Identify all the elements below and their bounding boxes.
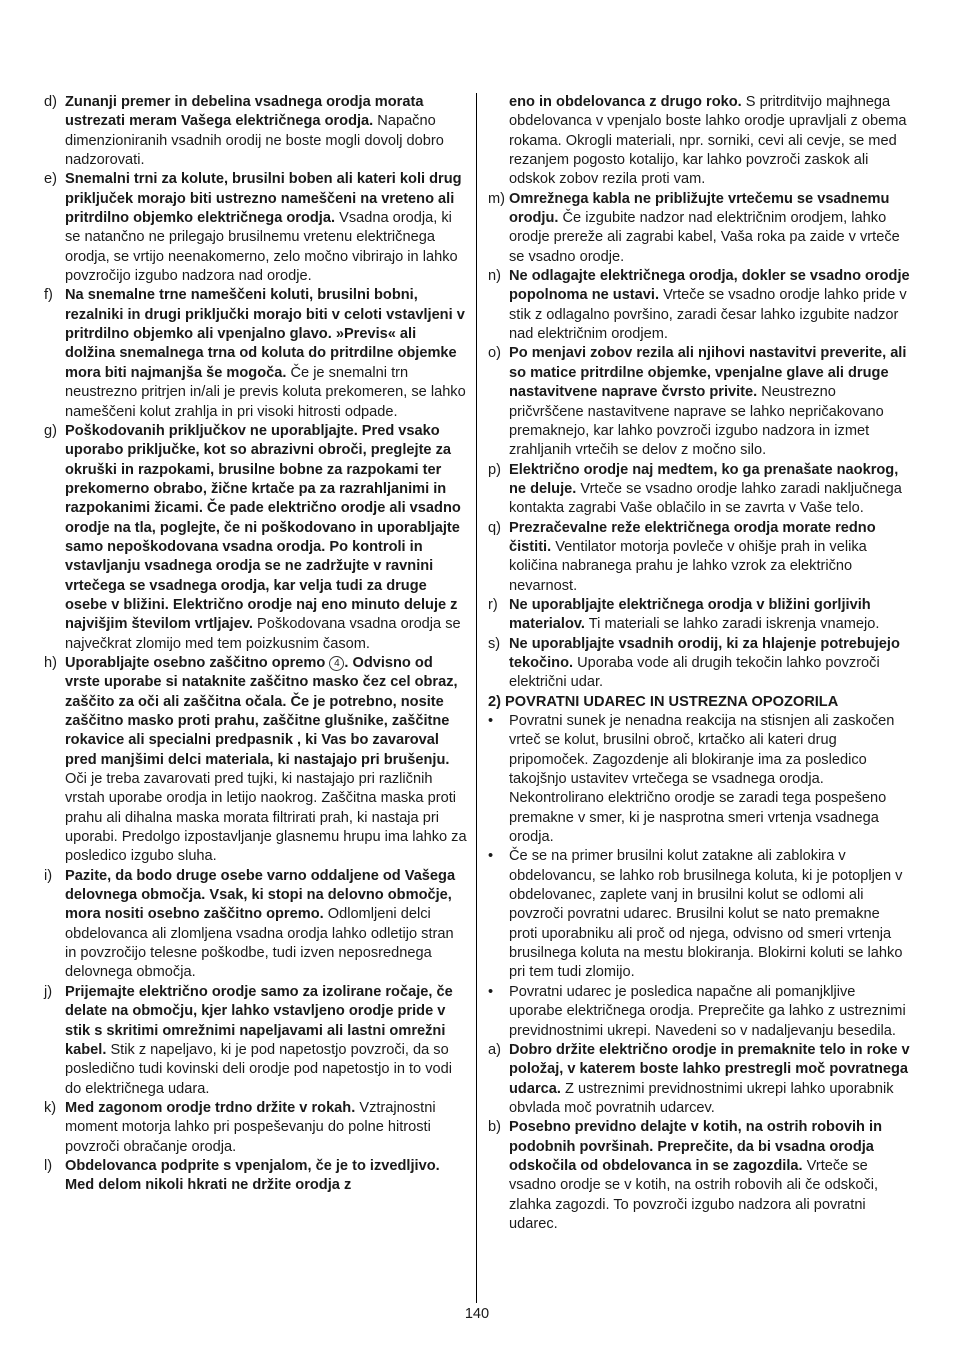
list-item-p (488, 461, 912, 519)
item-text: Če se na primer brusilni kolut zatakne ali zablokira v obdelovancu, se lahko rob brusilnega koluta, ki je potopljen v obdelovanec, zaplete vanj in brusilni kolut se odlomi ali povzroči povratni udarec. Brusilni kolut se nato premakne proti uporabniku ali proč od njega, odvisno od smeri vrtenja brusilnega koluta na mestu blokiranja. Blokirni koluti se lahko pri tem tudi zlomijo. (509, 848, 903, 981)
item-bold-text: Zunanji premer in debelina vsadnega orodja morata ustrezati meram Vašega električnega orodja. (65, 94, 424, 130)
item-label: p) (488, 461, 501, 478)
item-bold-text: Pazite, da bodo druge osebe varno oddaljene od Vašega delovnega območja. Vsak, ki stopi na delovno območje, mora nositi osebno zaščitno opremo. (65, 867, 456, 923)
item-text: Vztrajnostni moment motorja lahko pri pospeševanju do polne hitrosti povzroči obračanje orodja. (65, 1099, 436, 1155)
item-label: d) (44, 94, 57, 110)
list-item-j (44, 983, 468, 1099)
item-label: j) (44, 983, 53, 1000)
list-item-f (44, 286, 468, 421)
item-text: Uporaba vode ali drugih tekočin lahko povzroči električni udar. (509, 654, 880, 691)
item-label: g) (44, 422, 57, 439)
bullet-item (488, 847, 912, 982)
bullet-icon: • (488, 848, 494, 865)
item-text: Z ustreznimi previdnostnimi ukrepi lahko uporabnik obvlada moč povratnih udarcev. (509, 1080, 894, 1116)
list-item-r (488, 596, 912, 635)
item-bold-text: Po menjavi zobov rezila ali njihovi nastavitvi preverite, ali so matice pritrdilne objemke, vpenjalne glave ali druge nastavitvene naprave čvrsto privite. (509, 345, 907, 401)
item-text: Vsadna orodja, ki se natančno ne prilegajo brusilnemu vretenu električnega orodja, se vrtijo neenakomerno, zelo močno vibrirajo in lahko povzročijo izgubo nadzora nad orodje. (65, 210, 458, 285)
item-bold-text: Ne odlagajte električnega orodja, dokler se vsadno orodje popolnoma ne ustavi. (509, 268, 910, 304)
list-item-q (488, 519, 912, 596)
item-label: a) (488, 1041, 501, 1058)
item-label: i) (44, 867, 53, 884)
item-text: Odlomljeni delci obdelovanca ali zlomljena vsadna orodja lahko odletijo stran in povzročijo telesne poškodbe, tudi izven neposrednega delovnega območja. (65, 906, 454, 981)
list-item-n (488, 267, 912, 344)
item-text: Ti materiali se lahko zaradi iskrenja vnamejo. (588, 616, 880, 633)
item-text: Povratni udarec je posledica napačne ali pomanjkljive uporabe električnega orodja. Preprečite ga lahko z ustreznimi previdnostnimi ukrepi. Navedeni so v nadaljevanju besedila. (509, 983, 906, 1039)
item-label: r) (488, 596, 498, 613)
item-text: Povratni sunek je nenadna reakcija na stisnjen ali zaskočen vrteč se kolut, brusilni obroč, krtačko ali kateri drug pripomoček. Zagozdenje ali blokiranje ima za posledico takojšnjo ustavitev vrtečega se vsadnega orodja. Nekontrolirano električno orodje se zaradi tega pospešeno premakne v smer, ki je nasprotna smeri vrtenja vsadnega orodja. (509, 713, 895, 846)
section-heading: 2) POVRATNI UDAREC IN USTREZNA OPOZORILA (488, 693, 839, 710)
item-bold-text: Snemalni trni za kolute, brusilni boben ali kateri koli drug priključek morajo biti ustrezno nameščeni na vreteno ali pritrdilno objemko električnega orodja. (65, 171, 462, 227)
list-item-m (488, 190, 912, 267)
list-item-d (44, 93, 468, 170)
list-item-l-continued (488, 93, 912, 190)
item-label: s) (488, 635, 501, 652)
page-number: 140 (464, 1306, 490, 1322)
item-text: Vrteče se vsadno orodje lahko pride v stik z odlagalno površino, zaradi česar lahko izgubite nadzor nad električnim orodjem. (509, 287, 907, 343)
item-text: Oči je treba zavarovati pred tujki, ki nastajajo pri različnih vrstah uporabe orodja in letijo naokrog. Zaščitna maska proti prahu ali dihalna maska morata filtrirati prah, ki nastaja pri uporabi. Predolgo izpostavljanje glasnemu hrupu ima lahko za posledico izgubo sluha. (65, 771, 467, 865)
item-bold-text: Dobro držite električno orodje in premaknite telo in roke v položaj, v katerem boste lahko prestregli moč povratnega udarca. (509, 1041, 910, 1097)
item-bold-text: Ne uporabljajte električnega orodja v bližini gorljivih materialov. (509, 596, 871, 633)
list-item-k (44, 1099, 468, 1157)
item-bold-text: Ne uporabljajte vsadnih orodij, ki za hlajenje potrebujejo tekočino. (509, 635, 900, 671)
item-bold-text: Na snemalne trne nameščeni koluti, brusilni bobni, rezalniki in drugi priključki morajo biti v celoti vstavljeni v pritrdilno objemko ali vpenjalno glavo. »Previs« ali dolžina snemalnega trna od koluta do pritrdilne objemke mora biti najmanjša še mogoča. (65, 287, 465, 381)
item-bold-text: Med zagonom orodje trdno držite v rokah. (65, 1099, 356, 1116)
list-item-h (44, 654, 468, 867)
bullet-item (488, 983, 912, 1041)
list-item-l (44, 1157, 468, 1196)
list-item-b (488, 1118, 912, 1234)
item-bold-text: Uporabljajte osebno zaščitno opremo (65, 654, 326, 671)
item-text: Vrteče se vsadno orodje se v kotih, na ostrih robovih ali če odskoči, zlahka zagozdi. To povzroči izgubo nadzora ali povratni udarec. (509, 1157, 879, 1232)
item-text: Neustrezno pričvrščene nastavitvene naprave se lahko nepričakovano premaknejo, kar lahko povzroči izgubo nadzora in izmet zrahljanih vrtečih se delov z močno silo. (509, 384, 884, 459)
item-bold-text: Prijemajte električno orodje samo za izolirane ročaje, če delate na območju, kjer lahko vstavljeno orodje pride v stik s skritimi omrežnimi napeljavami ali lastni omrežni kabel. (65, 983, 453, 1058)
item-bold-text: Prezračevalne reže električnega orodja morate redno čistiti. (509, 519, 876, 555)
list-item-g (44, 422, 468, 654)
item-bold-text: Omrežnega kabla ne približujte vrtečemu se vsadnemu orodju. (509, 190, 890, 227)
item-text: Ventilator motorja povleče v ohišje prah in velika količina nabranega prahu je lahko vzrok za električno nevarnost. (509, 538, 867, 594)
list-item-i (44, 867, 468, 983)
item-text: Stik z napeljavo, ki je pod napetostjo povzroči, da so posledično tudi kovinski deli orodje pod napetostjo in to vodi do električnega udara. (65, 1041, 452, 1097)
list-item-o (488, 344, 912, 460)
item-text: Napačno dimenzioniranih vsadnih orodij ne boste mogli dovolj dobro nadzorovati. (65, 113, 444, 169)
item-label: n) (488, 268, 501, 285)
bullet-icon: • (488, 713, 494, 729)
column-divider (476, 93, 477, 1303)
bullet-item (488, 712, 912, 847)
item-text: Če je snemalni trn neustrezno pritrjen in/ali je previs koluta prekomeren, se lahko nameščeni kolut zrahlja in pri visoki hitrosti odpade. (65, 364, 466, 420)
list-item-a (488, 1041, 912, 1118)
item-label: o) (488, 345, 501, 362)
item-label: b) (488, 1119, 501, 1136)
item-bold-text: Posebno previdno delajte v kotih, na ostrih robovih in podobnih površinah. Preprečite, da bi vsadna orodja odskočila od obdelovanca in se zagozdila. (509, 1119, 882, 1174)
item-bold-text: eno in obdelovanca z drugo roko. (509, 94, 742, 110)
item-label: l) (44, 1157, 53, 1174)
left-column (44, 93, 468, 1196)
item-text: Poškodovana vsadna orodja se največkrat zlomijo med tem poizkusnim časom. (65, 616, 461, 652)
item-bold-text: Električno orodje naj medtem, ko ga prenašate naokrog, ne deluje. (509, 461, 899, 497)
item-label: e) (44, 171, 57, 188)
item-label: h) (44, 654, 57, 671)
item-text: S pritrditvijo majhnega obdelovanca v vpenjalo boste lahko orodje upravljali z obema rokama. Okrogli materiali, npr. sorniki, cevi ali cevje, se med rezanjem pogosto kotalijo, kar lahko povzroči zaskok ali odskok zobov rezila proti vam. (509, 94, 907, 188)
item-text: Vrteče se vsadno orodje lahko zaradi naključnega kontakta zagrabi Vaše oblačilo in se zavrta v Vaše telo. (509, 480, 902, 517)
item-label: q) (488, 519, 501, 536)
right-column (488, 93, 912, 1234)
item-bold-text-continued: . Odvisno od vrste uporabe si nataknite zaščitno masko čez cel obraz, zaščito za oči ali zaščitna očala. Če je potrebno, nosite zaščitno masko proti prahu, zaščitne glušnike, zaščitne rokavice ali specialni predpasnik , ki Vas bo zavaroval pred manjšimi delci materiala, ki nastajajo pri brušenju. (65, 654, 458, 768)
item-label: k) (44, 1099, 57, 1116)
bullet-icon: • (488, 983, 494, 1000)
item-bold-text: Poškodovanih priključkov ne uporabljajte. Pred vsako uporabo priključke, kot so abrazivni obroči, preglejte za okruški in razpokami, brusilne bobne za razpokami ter prekomerno obrabo, žične krtače pa za razrahljanimi in razpokanimi žicami. Če pade električno orodje ali vsadno orodje na tla, poglejte, če ni poškodovano in uporabljajte samo nepoškodovana vsadna orodja. Po kontroli in vstavljanju vsadnega orodja se ne zadržujte v ravnini vrtečega se vsadnega orodja, kar velja tudi za druge osebe v bližini. Električno orodje naj eno minuto deluje z najvišjim številom vrtljajev. (65, 422, 461, 633)
item-text: Če izgubite nadzor nad električnim orodjem, lahko orodje prereže ali zagrabi kabel, Vaša roka pa zaide v vrteče se vsadno orodje. (509, 210, 900, 265)
figure-reference-badge: 4 (329, 656, 344, 671)
list-item-s (488, 635, 912, 693)
list-item-e (44, 170, 468, 286)
item-bold-text: Obdelovanca podprite s vpenjalom, če je to izvedljivo. Med delom nikoli hkrati ne držite orodja z (65, 1157, 440, 1194)
item-label: m) (488, 190, 506, 207)
item-label: f) (44, 287, 53, 304)
